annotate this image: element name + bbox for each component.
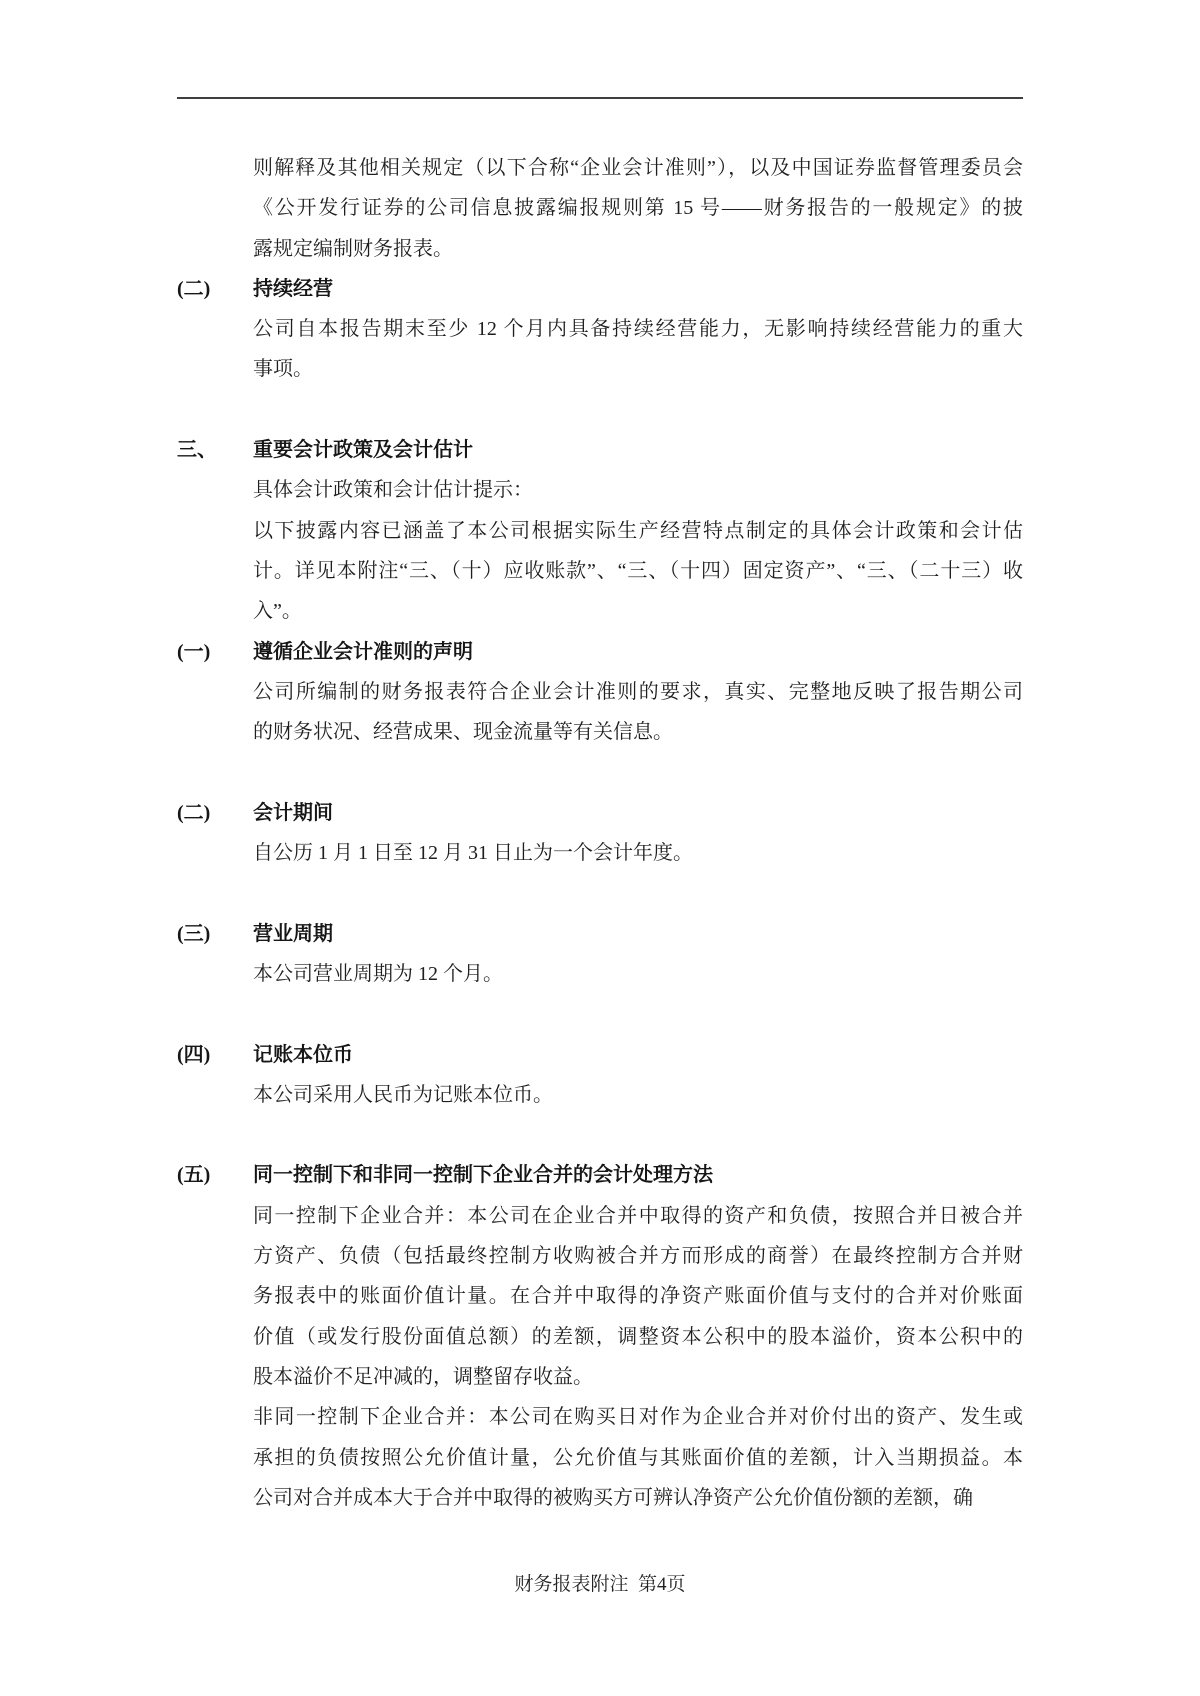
paragraph [177, 309, 1023, 390]
paragraph [177, 1397, 1023, 1518]
paragraph [177, 470, 1023, 510]
text-line: 承担的负债按照公允价值计量，公允价值与其账面价值的差额，计入当期损益。本 [253, 1446, 1023, 1469]
text-line: 务报表中的账面价值计量。在合并中取得的净资产账面价值与支付的合并对价账面 [253, 1285, 1023, 1308]
text-line: 同一控制下企业合并：本公司在企业合并中取得的资产和负债，按照合并日被合并 [253, 1204, 1023, 1227]
blank-line [177, 390, 1023, 430]
text-line: 露规定编制财务报表。 [253, 237, 453, 260]
text-line: 入”。 [253, 600, 302, 623]
text-line: 具体会计政策和会计估计提示： [253, 479, 533, 502]
paragraph [177, 833, 1023, 873]
section-title: 同一控制下和非同一控制下企业合并的会计处理方法 [253, 1164, 713, 1187]
section-label: (三) [177, 922, 211, 945]
text-line: 《公开发行证券的公司信息披露编报规则第 15 号——财务报告的一般规定》的披 [253, 197, 1023, 220]
section-label: (四) [177, 1043, 211, 1066]
paragraph [177, 1196, 1023, 1397]
paragraph [177, 1075, 1023, 1115]
section-title: 持续经营 [253, 277, 333, 300]
section-title: 遵循企业会计准则的声明 [253, 640, 473, 663]
text-line: 价值（或发行股份面值总额）的差额，调整资本公积中的股本溢价，资本公积中的 [253, 1325, 1023, 1348]
section-title: 记账本位币 [253, 1043, 353, 1066]
document-content [177, 148, 1023, 1518]
text-line: 方资产、负债（包括最终控制方收购被合并方而形成的商誉）在最终控制方合并财 [253, 1245, 1023, 1268]
paragraph [177, 511, 1023, 632]
text-line: 股本溢价不足冲减的，调整留存收益。 [253, 1365, 593, 1388]
subsection-heading [177, 269, 1023, 309]
blank-line [177, 1115, 1023, 1155]
text-line: 自公历 1 月 1 日至 12 月 31 日止为一个会计年度。 [253, 842, 693, 865]
subsection-heading [177, 1155, 1023, 1195]
text-line: 计。详见本附注“三、（十）应收账款”、“三、（十四）固定资产”、“三、（二十三）收 [253, 559, 1023, 582]
section-title: 重要会计政策及会计估计 [253, 439, 473, 462]
blank-line [177, 752, 1023, 792]
section-title: 营业周期 [253, 922, 333, 945]
text-line: 本公司采用人民币为记账本位币。 [253, 1083, 553, 1106]
text-line: 非同一控制下企业合并：本公司在购买日对作为企业合并对价付出的资产、发生或 [253, 1406, 1023, 1429]
text-line: 公司自本报告期末至少 12 个月内具备持续经营能力，无影响持续经营能力的重大 [253, 318, 1023, 341]
paragraph [177, 954, 1023, 994]
subsection-heading [177, 632, 1023, 672]
paragraph [177, 672, 1023, 753]
section-label: (五) [177, 1164, 211, 1187]
section-title: 会计期间 [253, 801, 333, 824]
text-line: 公司所编制的财务报表符合企业会计准则的要求，真实、完整地反映了报告期公司 [253, 680, 1023, 703]
blank-line [177, 994, 1023, 1034]
section-heading [177, 430, 1023, 470]
text-line: 事项。 [253, 358, 313, 381]
subsection-heading [177, 914, 1023, 954]
section-label: (二) [177, 277, 211, 300]
subsection-heading [177, 793, 1023, 833]
footer-text: 财务报表附注 第4页 [514, 1574, 686, 1595]
section-label: 三、 [177, 439, 217, 462]
blank-line [177, 873, 1023, 913]
section-label: (一) [177, 640, 211, 663]
section-label: (二) [177, 801, 211, 824]
text-line: 则解释及其他相关规定（以下合称“企业会计准则”），以及中国证券监督管理委员会 [253, 157, 1023, 179]
text-line: 本公司营业周期为 12 个月。 [253, 962, 503, 985]
text-line: 以下披露内容已涵盖了本公司根据实际生产经营特点制定的具体会计政策和会计估 [253, 519, 1023, 542]
paragraph [177, 148, 1023, 269]
subsection-heading [177, 1035, 1023, 1075]
page-footer [0, 1569, 1200, 1596]
header-rule [177, 97, 1023, 99]
text-line: 的财务状况、经营成果、现金流量等有关信息。 [253, 721, 673, 744]
text-line: 公司对合并成本大于合并中取得的被购买方可辨认净资产公允价值份额的差额，确 [253, 1486, 973, 1509]
